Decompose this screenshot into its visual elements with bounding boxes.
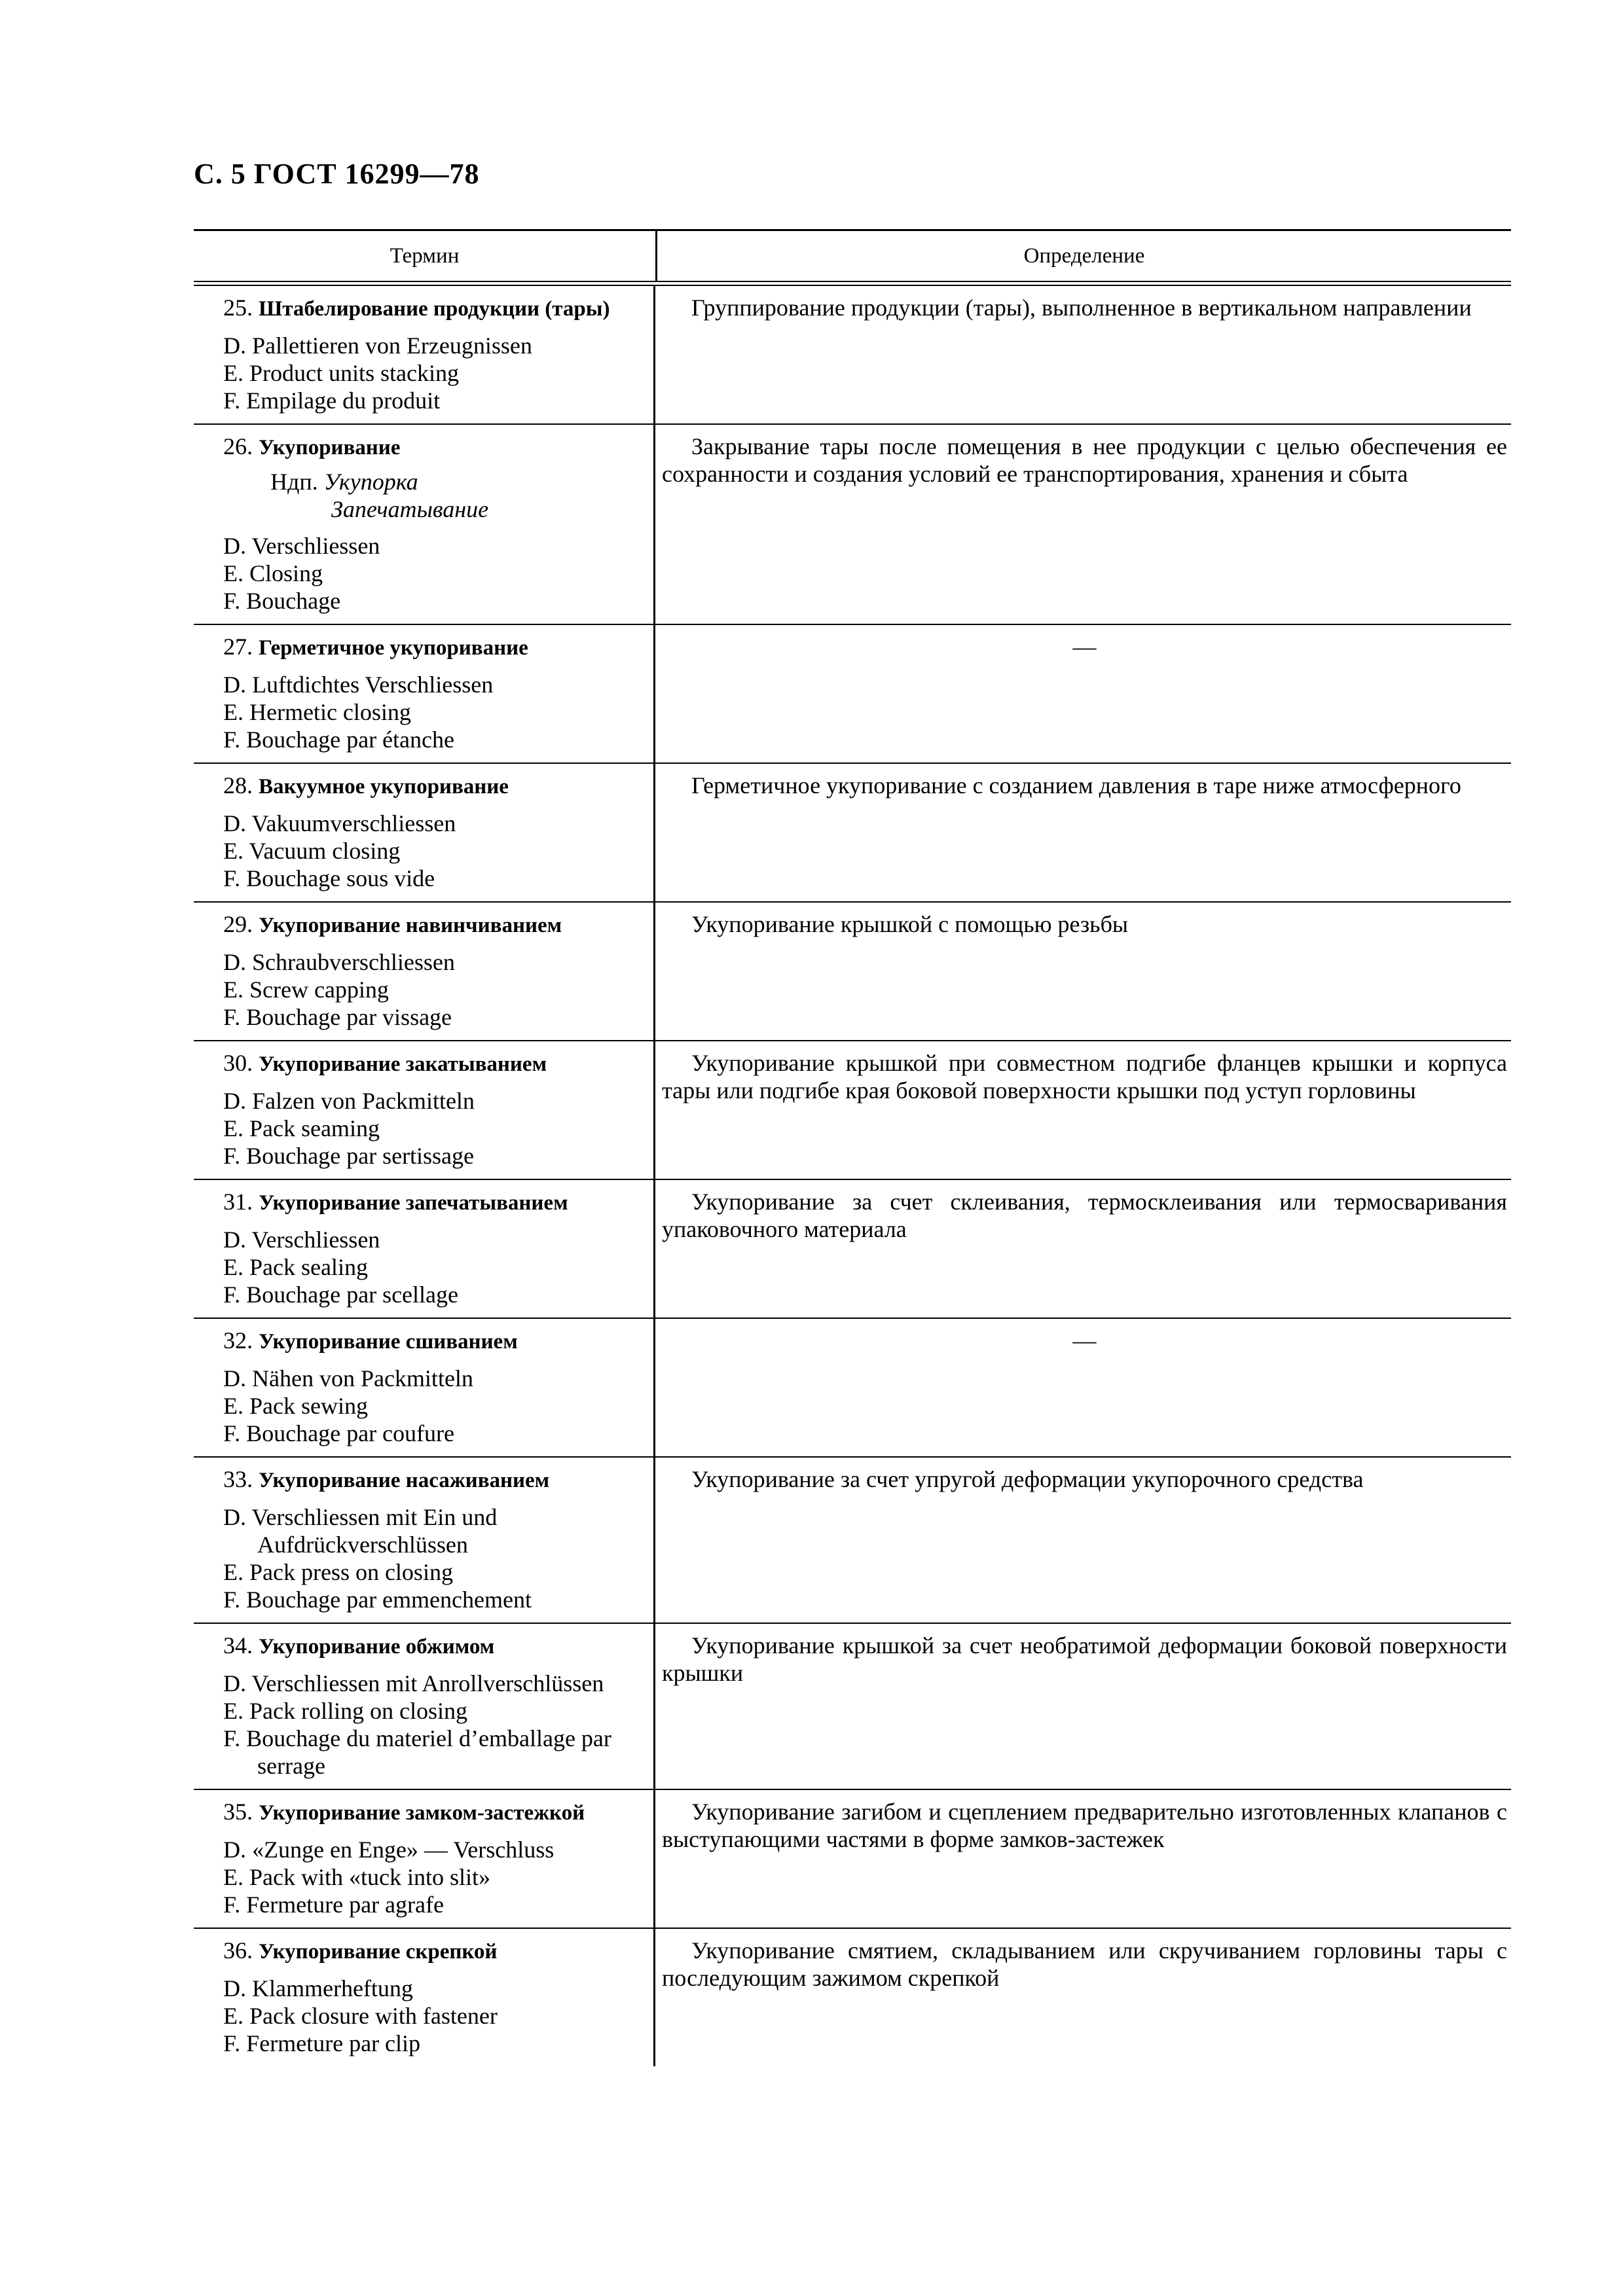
term-title	[194, 1465, 647, 1494]
foreign-equivalents	[194, 532, 647, 615]
french-equivalent: F. Empilage du produit	[223, 387, 441, 414]
definition-text: —	[1072, 1327, 1097, 1354]
foreign-equivalents	[194, 1503, 647, 1613]
french-equivalent: F. Fermeture par clip	[223, 2030, 421, 2056]
term-number: 31.	[223, 1189, 253, 1215]
ndp-label: Ндп.	[270, 469, 318, 495]
definition-cell	[655, 1929, 1511, 2066]
definition-cell	[655, 903, 1511, 1040]
terms-table	[194, 229, 1511, 2066]
english-equivalent: E. Vacuum closing	[223, 838, 401, 864]
term-cell	[194, 425, 655, 624]
english-equivalent: E. Screw capping	[223, 977, 389, 1003]
term-number: 25.	[223, 295, 253, 321]
foreign-equivalents	[194, 1836, 647, 1918]
column-header-term: Термин	[194, 231, 657, 281]
definition-text: Укупоривание крышкой за счет необратимой деформации боковой поверхности крышки	[662, 1632, 1507, 1686]
english-equivalent: E. Pack with «tuck into slit»	[223, 1864, 490, 1890]
german-equivalent: D. Pallettieren von Erzeugnissen	[223, 332, 532, 359]
foreign-equivalents	[194, 332, 647, 414]
definition-cell	[655, 1180, 1511, 1318]
german-equivalent: D. Verschliessen mit Ein und Aufdrückverschlüssen	[223, 1504, 498, 1558]
term-name: Укупоривание обжимом	[259, 1635, 495, 1659]
table-row	[194, 1179, 1511, 1318]
table-row	[194, 762, 1511, 901]
foreign-equivalents	[194, 1365, 647, 1447]
term-number: 30.	[223, 1050, 253, 1076]
english-equivalent: E. Pack sealing	[223, 1254, 368, 1280]
term-cell	[194, 1624, 655, 1789]
term-name: Штабелирование продукции (тары)	[259, 297, 610, 321]
english-equivalent: E. Pack seaming	[223, 1115, 380, 1141]
table-row	[194, 1456, 1511, 1623]
foreign-equivalents	[194, 948, 647, 1031]
german-equivalent: D. Falzen von Packmitteln	[223, 1088, 475, 1114]
definition-text: Укупоривание крышкой при совместном подгибе фланцев крышки и корпуса тары или подгибе края боковой поверхности крышки под уступ горловины	[662, 1050, 1507, 1103]
english-equivalent: E. Pack closure with fastener	[223, 2003, 498, 2029]
definition-cell	[655, 1319, 1511, 1456]
table-row	[194, 1928, 1511, 2066]
term-title	[194, 1327, 647, 1355]
definition-cell	[655, 1790, 1511, 1928]
term-title	[194, 1188, 647, 1217]
term-cell	[194, 1319, 655, 1456]
term-name: Укупоривание скрепкой	[259, 1940, 498, 1964]
german-equivalent: D. Verschliessen	[223, 1227, 380, 1253]
german-equivalent: D. «Zunge en Enge» — Verschluss	[223, 1837, 555, 1863]
term-name: Укупоривание сшиванием	[259, 1330, 518, 1354]
german-equivalent: D. Schraubverschliessen	[223, 949, 455, 975]
definition-cell	[655, 625, 1511, 762]
french-equivalent: F. Bouchage par vissage	[223, 1004, 452, 1030]
term-cell	[194, 1180, 655, 1318]
term-cell	[194, 1790, 655, 1928]
term-title	[194, 633, 647, 662]
english-equivalent: E. Hermetic closing	[223, 699, 411, 725]
ndp-term-1: Укупорка	[323, 469, 418, 495]
definition-text: Укупоривание за счет упругой деформации укупорочного средства	[691, 1466, 1364, 1492]
foreign-equivalents	[194, 1975, 647, 2057]
definition-text: —	[1072, 634, 1097, 660]
term-number: 34.	[223, 1632, 253, 1659]
term-number: 32.	[223, 1327, 253, 1354]
term-name: Укупоривание замком-застежкой	[259, 1801, 585, 1825]
french-equivalent: F. Bouchage par emmenchement	[223, 1587, 532, 1613]
term-name: Укупоривание насаживанием	[259, 1469, 550, 1492]
table-row	[194, 624, 1511, 762]
german-equivalent: D. Verschliessen mit Anrollverschlüssen	[223, 1670, 604, 1696]
term-name: Вакуумное укупоривание	[259, 775, 509, 798]
table-row	[194, 1040, 1511, 1179]
term-title	[194, 1049, 647, 1078]
definition-text: Укупоривание загибом и сцеплением предварительно изготовленных клапанов с выступающими частями в форме замков-застежек	[662, 1799, 1507, 1852]
foreign-equivalents	[194, 810, 647, 892]
german-equivalent: D. Nähen von Packmitteln	[223, 1365, 473, 1391]
term-title	[194, 910, 647, 939]
term-name: Герметичное укупоривание	[259, 636, 528, 660]
table-row	[194, 901, 1511, 1040]
german-equivalent: D. Vakuumverschliessen	[223, 810, 456, 836]
definition-text: Укупоривание за счет склеивания, термосклеивания или термосваривания упаковочного материала	[662, 1189, 1507, 1242]
table-row	[194, 1318, 1511, 1456]
ndp-line	[194, 468, 647, 495]
table-row	[194, 1789, 1511, 1928]
definition-cell	[655, 1624, 1511, 1789]
definition-text: Укупоривание смятием, складыванием или скручиванием горловины тары с последующим зажимом скрепкой	[662, 1937, 1507, 1991]
french-equivalent: F. Bouchage par sertissage	[223, 1143, 475, 1169]
term-cell	[194, 286, 655, 423]
foreign-equivalents	[194, 1087, 647, 1170]
foreign-equivalents	[194, 1670, 647, 1780]
term-name: Укупоривание навинчиванием	[259, 914, 562, 937]
table-header-row	[194, 231, 1511, 281]
term-number: 26.	[223, 433, 253, 459]
german-equivalent: D. Luftdichtes Verschliessen	[223, 672, 494, 698]
french-equivalent: F. Bouchage par coufure	[223, 1420, 454, 1446]
definition-cell	[655, 764, 1511, 901]
term-title	[194, 1798, 647, 1827]
term-name: Укупоривание	[259, 436, 401, 459]
foreign-equivalents	[194, 671, 647, 753]
term-number: 29.	[223, 911, 253, 937]
term-title	[194, 772, 647, 800]
english-equivalent: E. Pack press on closing	[223, 1559, 453, 1585]
english-equivalent: E. Product units stacking	[223, 360, 459, 386]
term-number: 36.	[223, 1937, 253, 1964]
page-header: С. 5 ГОСТ 16299—78	[194, 158, 480, 190]
ndp-term-2: Запечатывание	[331, 496, 489, 522]
german-equivalent: D. Verschliessen	[223, 533, 380, 559]
foreign-equivalents	[194, 1226, 647, 1308]
column-header-definition: Определение	[1023, 243, 1145, 268]
header-double-rule	[194, 281, 1511, 286]
english-equivalent: E. Pack rolling on closing	[223, 1698, 467, 1724]
english-equivalent: E. Pack sewing	[223, 1393, 368, 1419]
french-equivalent: F. Bouchage par étanche	[223, 726, 454, 753]
german-equivalent: D. Klammerheftung	[223, 1975, 413, 2001]
definition-cell	[655, 1458, 1511, 1623]
definition-text: Герметичное укупоривание с созданием давления в таре ниже атмосферного	[691, 772, 1461, 798]
french-equivalent: F. Bouchage du materiel d’emballage par serrage	[223, 1725, 611, 1779]
french-equivalent: F. Bouchage par scellage	[223, 1282, 458, 1308]
definition-cell	[655, 425, 1511, 624]
term-title	[194, 1632, 647, 1660]
term-cell	[194, 1458, 655, 1623]
table-body	[194, 286, 1511, 2066]
definition-text: Группирование продукции (тары), выполненное в вертикальном направлении	[691, 295, 1472, 321]
french-equivalent: F. Fermeture par agrafe	[223, 1892, 444, 1918]
term-cell	[194, 1041, 655, 1179]
definition-text: Закрывание тары после помещения в нее продукции с целью обеспечения ее сохранности и создания условий ее транспортирования, хранения и сбыта	[662, 433, 1507, 487]
term-title	[194, 294, 647, 323]
table-row	[194, 423, 1511, 624]
definition-text: Укупоривание крышкой с помощью резьбы	[691, 911, 1129, 937]
term-cell	[194, 903, 655, 1040]
term-number: 35.	[223, 1799, 253, 1825]
definition-cell	[655, 286, 1511, 423]
french-equivalent: F. Bouchage	[223, 588, 341, 614]
english-equivalent: E. Closing	[223, 560, 323, 586]
table-row	[194, 286, 1511, 423]
term-title	[194, 1937, 647, 1965]
term-cell	[194, 1929, 655, 2066]
term-cell	[194, 625, 655, 762]
definition-cell	[655, 1041, 1511, 1179]
table-row	[194, 1623, 1511, 1789]
term-cell	[194, 764, 655, 901]
term-number: 33.	[223, 1466, 253, 1492]
term-number: 27.	[223, 634, 253, 660]
french-equivalent: F. Bouchage sous vide	[223, 865, 435, 891]
term-title	[194, 433, 647, 461]
term-number: 28.	[223, 772, 253, 798]
term-name: Укупоривание запечатыванием	[259, 1191, 568, 1215]
term-name: Укупоривание закатыванием	[259, 1052, 547, 1076]
